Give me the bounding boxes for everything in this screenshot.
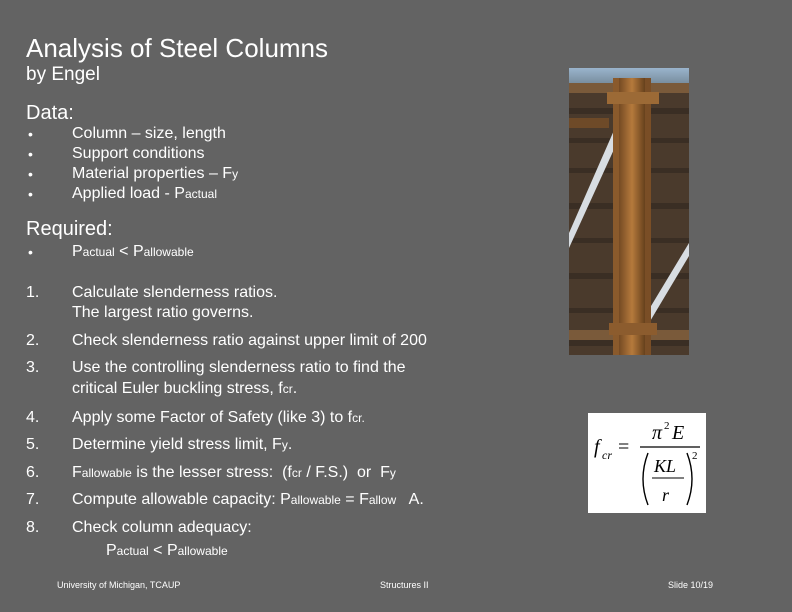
required-heading: Required:	[26, 218, 113, 240]
step-7-line	[72, 490, 424, 510]
subscript: y	[389, 466, 396, 480]
subscript: y	[232, 167, 239, 181]
step-number: 7.	[26, 491, 40, 508]
step-text: F	[72, 464, 82, 481]
step-number: 1.	[26, 284, 40, 301]
required-condition	[72, 242, 194, 262]
step-text: = F	[340, 491, 369, 508]
step-1-line2: The largest ratio governs.	[72, 304, 254, 321]
step-text: Compute allowable capacity: P	[72, 491, 291, 508]
data-item-support	[72, 144, 205, 164]
formula-pi: π	[652, 422, 663, 444]
subscript: allowable	[177, 544, 228, 558]
step-8-condition	[106, 541, 228, 561]
formula-equals: =	[618, 436, 630, 458]
less-than: <	[153, 542, 163, 559]
p-symbol: P	[72, 243, 83, 260]
step-3-line1: Use the controlling slenderness ratio to find the	[72, 359, 406, 376]
footer-course: Structures II	[380, 580, 429, 590]
step-text: is the lesser stress: (f	[131, 464, 292, 481]
subscript: allowable	[290, 493, 341, 507]
data-item-material	[72, 164, 238, 184]
step-1-line1: Calculate slenderness ratios.	[72, 284, 278, 301]
steel-column-image	[569, 68, 689, 355]
step-text: .	[287, 436, 293, 453]
bullet-marker: •	[28, 166, 33, 182]
euler-formula-box	[588, 413, 706, 513]
step-number: 5.	[26, 436, 40, 453]
formula-cr: cr	[602, 448, 612, 462]
step-6-line	[72, 463, 396, 483]
formula-r: r	[662, 485, 670, 505]
step-number: 2.	[26, 332, 40, 349]
step-text: / F.S.) or F	[301, 464, 390, 481]
step-text: critical Euler buckling stress, f	[72, 380, 283, 397]
bullet-marker: •	[28, 244, 33, 260]
step-5-line	[72, 435, 292, 455]
slide-title: Analysis of Steel Columns	[26, 33, 329, 63]
subscript: cr	[282, 382, 293, 396]
p-symbol: P	[106, 542, 117, 559]
data-item-text: Material properties – F	[72, 165, 233, 182]
subscript: cr	[291, 466, 302, 480]
formula-E: E	[672, 422, 685, 444]
step-text: Determine yield stress limit, F	[72, 436, 282, 453]
formula-f: f	[594, 436, 600, 458]
subscript: actual	[184, 187, 217, 201]
subscript: y	[281, 438, 288, 452]
step-3-line2	[72, 379, 297, 399]
subscript: allowable	[143, 245, 194, 259]
subscript: allowable	[81, 466, 132, 480]
formula-KL: KL	[654, 456, 677, 476]
p-symbol: P	[166, 542, 178, 559]
formula-exponent: 2	[692, 450, 698, 462]
slide-subtitle: by Engel	[26, 64, 100, 85]
step-text: .	[292, 380, 298, 397]
step-number: 6.	[26, 464, 40, 481]
step-8-line1: Check column adequacy:	[72, 519, 252, 536]
steel-column-photo	[569, 68, 689, 355]
data-item-text: Support conditions	[72, 145, 205, 162]
subscript: cr.	[352, 411, 365, 425]
data-item-load	[72, 184, 217, 204]
subscript: actual	[82, 245, 115, 259]
step-4-line	[72, 408, 365, 428]
step-number: 8.	[26, 519, 40, 536]
subscript: actual	[116, 544, 149, 558]
bullet-marker: •	[28, 126, 33, 142]
step-text: A.	[396, 491, 424, 508]
footer-institution: University of Michigan, TCAUP	[57, 580, 181, 590]
data-item-text: Column – size, length	[72, 125, 226, 142]
step-2-line1: Check slenderness ratio against upper limit of 200	[72, 332, 427, 349]
footer-slide-number: Slide 10/19	[668, 580, 714, 590]
bullet-marker: •	[28, 186, 33, 202]
data-heading: Data:	[26, 102, 74, 124]
step-text: Apply some Factor of Safety (like 3) to f	[72, 409, 353, 426]
data-item-column	[72, 124, 226, 144]
formula-pi-exponent: 2	[664, 420, 670, 432]
subscript: allow	[368, 493, 397, 507]
less-than: <	[119, 243, 129, 260]
step-number: 4.	[26, 409, 40, 426]
bullet-marker: •	[28, 146, 33, 162]
p-symbol: P	[132, 243, 144, 260]
step-number: 3.	[26, 359, 40, 376]
euler-buckling-formula	[588, 413, 706, 513]
data-item-text: Applied load - P	[72, 185, 185, 202]
